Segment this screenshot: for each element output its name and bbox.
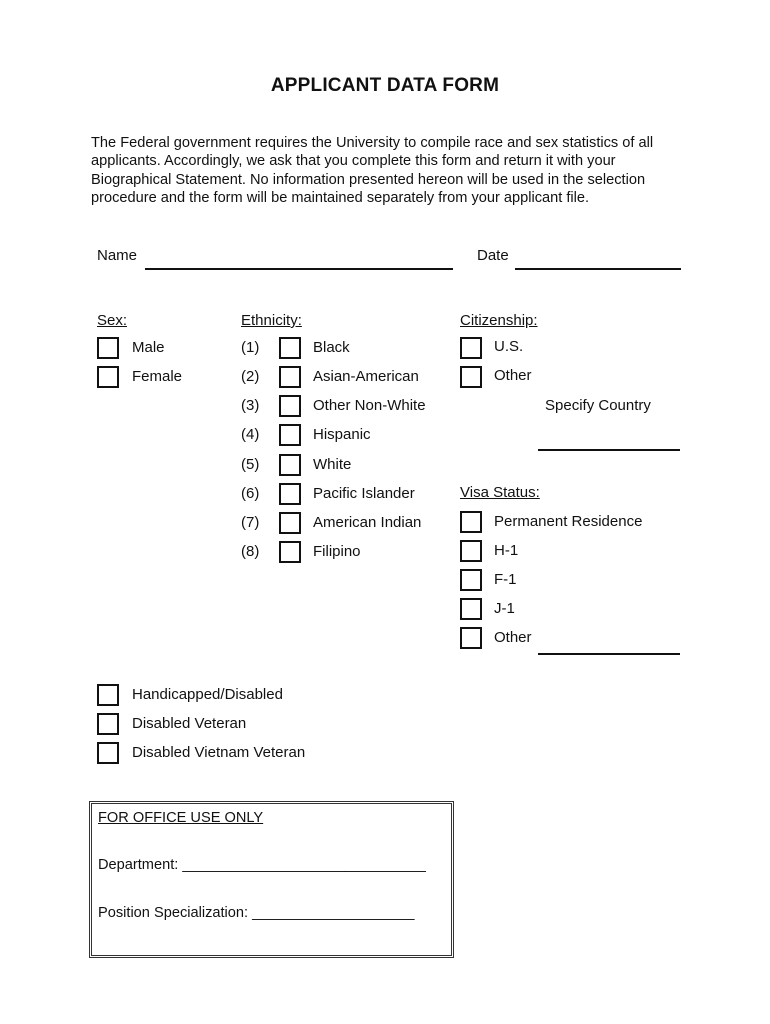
ethnicity-filipino-checkbox[interactable] xyxy=(279,541,301,563)
ethnicity-label: Hispanic xyxy=(313,426,371,443)
department-field[interactable]: Department: ______________________________ xyxy=(98,857,426,873)
office-use-heading: FOR OFFICE USE ONLY xyxy=(98,810,264,826)
ethnicity-label: Black xyxy=(313,339,350,356)
specify-country-field[interactable] xyxy=(538,449,680,451)
intro-paragraph: The Federal government requires the University to compile race and sex statistics of all applicants. Accordingly, we ask that you complete this form and return it with your Biographical Statement. No information presented hereon will be used in the selection procedure and the form will be maintained separately from your applicant file. xyxy=(91,135,654,206)
sex-female-checkbox[interactable] xyxy=(97,366,119,388)
ethnicity-label: Pacific Islander xyxy=(313,485,415,502)
name-field[interactable] xyxy=(145,268,453,270)
visa-f1-checkbox[interactable] xyxy=(460,569,482,591)
ethnicity-label: Other Non-White xyxy=(313,397,426,414)
ethnicity-number: (6) xyxy=(241,485,260,502)
ethnicity-label: White xyxy=(313,456,352,473)
form-title: APPLICANT DATA FORM xyxy=(270,75,500,96)
disability-label: Handicapped/Disabled xyxy=(132,686,283,703)
ethnicity-black-checkbox[interactable] xyxy=(279,337,301,359)
citizenship-us-label: U.S. xyxy=(494,338,524,355)
ethnicity-number: (4) xyxy=(241,426,260,443)
sex-female-label: Female xyxy=(132,368,183,385)
ethnicity-number: (7) xyxy=(241,514,260,531)
disability-label: Disabled Vietnam Veteran xyxy=(132,744,306,761)
date-label: Date xyxy=(477,247,509,264)
ethnicity-label: Asian-American xyxy=(313,368,419,385)
specify-country-label: Specify Country xyxy=(545,397,651,414)
ethnicity-label: Filipino xyxy=(313,543,361,560)
ethnicity-american-indian-checkbox[interactable] xyxy=(279,512,301,534)
date-field[interactable] xyxy=(515,268,681,270)
disability-label: Disabled Veteran xyxy=(132,715,247,732)
handicapped-disabled-checkbox[interactable] xyxy=(97,684,119,706)
sex-heading: Sex: xyxy=(97,312,128,329)
citizenship-other-checkbox[interactable] xyxy=(460,366,482,388)
ethnicity-label: American Indian xyxy=(313,514,422,531)
visa-option-label: Permanent Residence xyxy=(494,513,643,530)
citizenship-us-checkbox[interactable] xyxy=(460,337,482,359)
ethnicity-number: (8) xyxy=(241,543,260,560)
disabled-veteran-checkbox[interactable] xyxy=(97,713,119,735)
ethnicity-other-non-white-checkbox[interactable] xyxy=(279,395,301,417)
citizenship-heading: Citizenship: xyxy=(460,312,538,329)
visa-option-label: F-1 xyxy=(494,571,517,588)
visa-other-checkbox[interactable] xyxy=(460,627,482,649)
ethnicity-number: (5) xyxy=(241,456,260,473)
visa-j1-checkbox[interactable] xyxy=(460,598,482,620)
sex-male-checkbox[interactable] xyxy=(97,337,119,359)
visa-permanent-residence-checkbox[interactable] xyxy=(460,511,482,533)
office-use-box xyxy=(89,801,454,958)
sex-male-label: Male xyxy=(132,339,165,356)
ethnicity-number: (3) xyxy=(241,397,260,414)
ethnicity-pacific-islander-checkbox[interactable] xyxy=(279,483,301,505)
visa-status-heading: Visa Status: xyxy=(460,484,540,501)
disabled-vietnam-veteran-checkbox[interactable] xyxy=(97,742,119,764)
position-specialization-field[interactable]: Position Specialization: ____________________ xyxy=(98,905,415,921)
citizenship-other-label: Other xyxy=(494,367,532,384)
visa-option-label: Other xyxy=(494,629,532,646)
ethnicity-asian-american-checkbox[interactable] xyxy=(279,366,301,388)
ethnicity-white-checkbox[interactable] xyxy=(279,454,301,476)
visa-option-label: H-1 xyxy=(494,542,519,559)
ethnicity-number: (1) xyxy=(241,339,260,356)
ethnicity-hispanic-checkbox[interactable] xyxy=(279,424,301,446)
visa-other-field[interactable] xyxy=(538,653,680,655)
ethnicity-heading: Ethnicity: xyxy=(241,312,302,329)
visa-h1-checkbox[interactable] xyxy=(460,540,482,562)
name-label: Name xyxy=(97,247,138,264)
ethnicity-number: (2) xyxy=(241,368,260,385)
visa-option-label: J-1 xyxy=(494,600,515,617)
